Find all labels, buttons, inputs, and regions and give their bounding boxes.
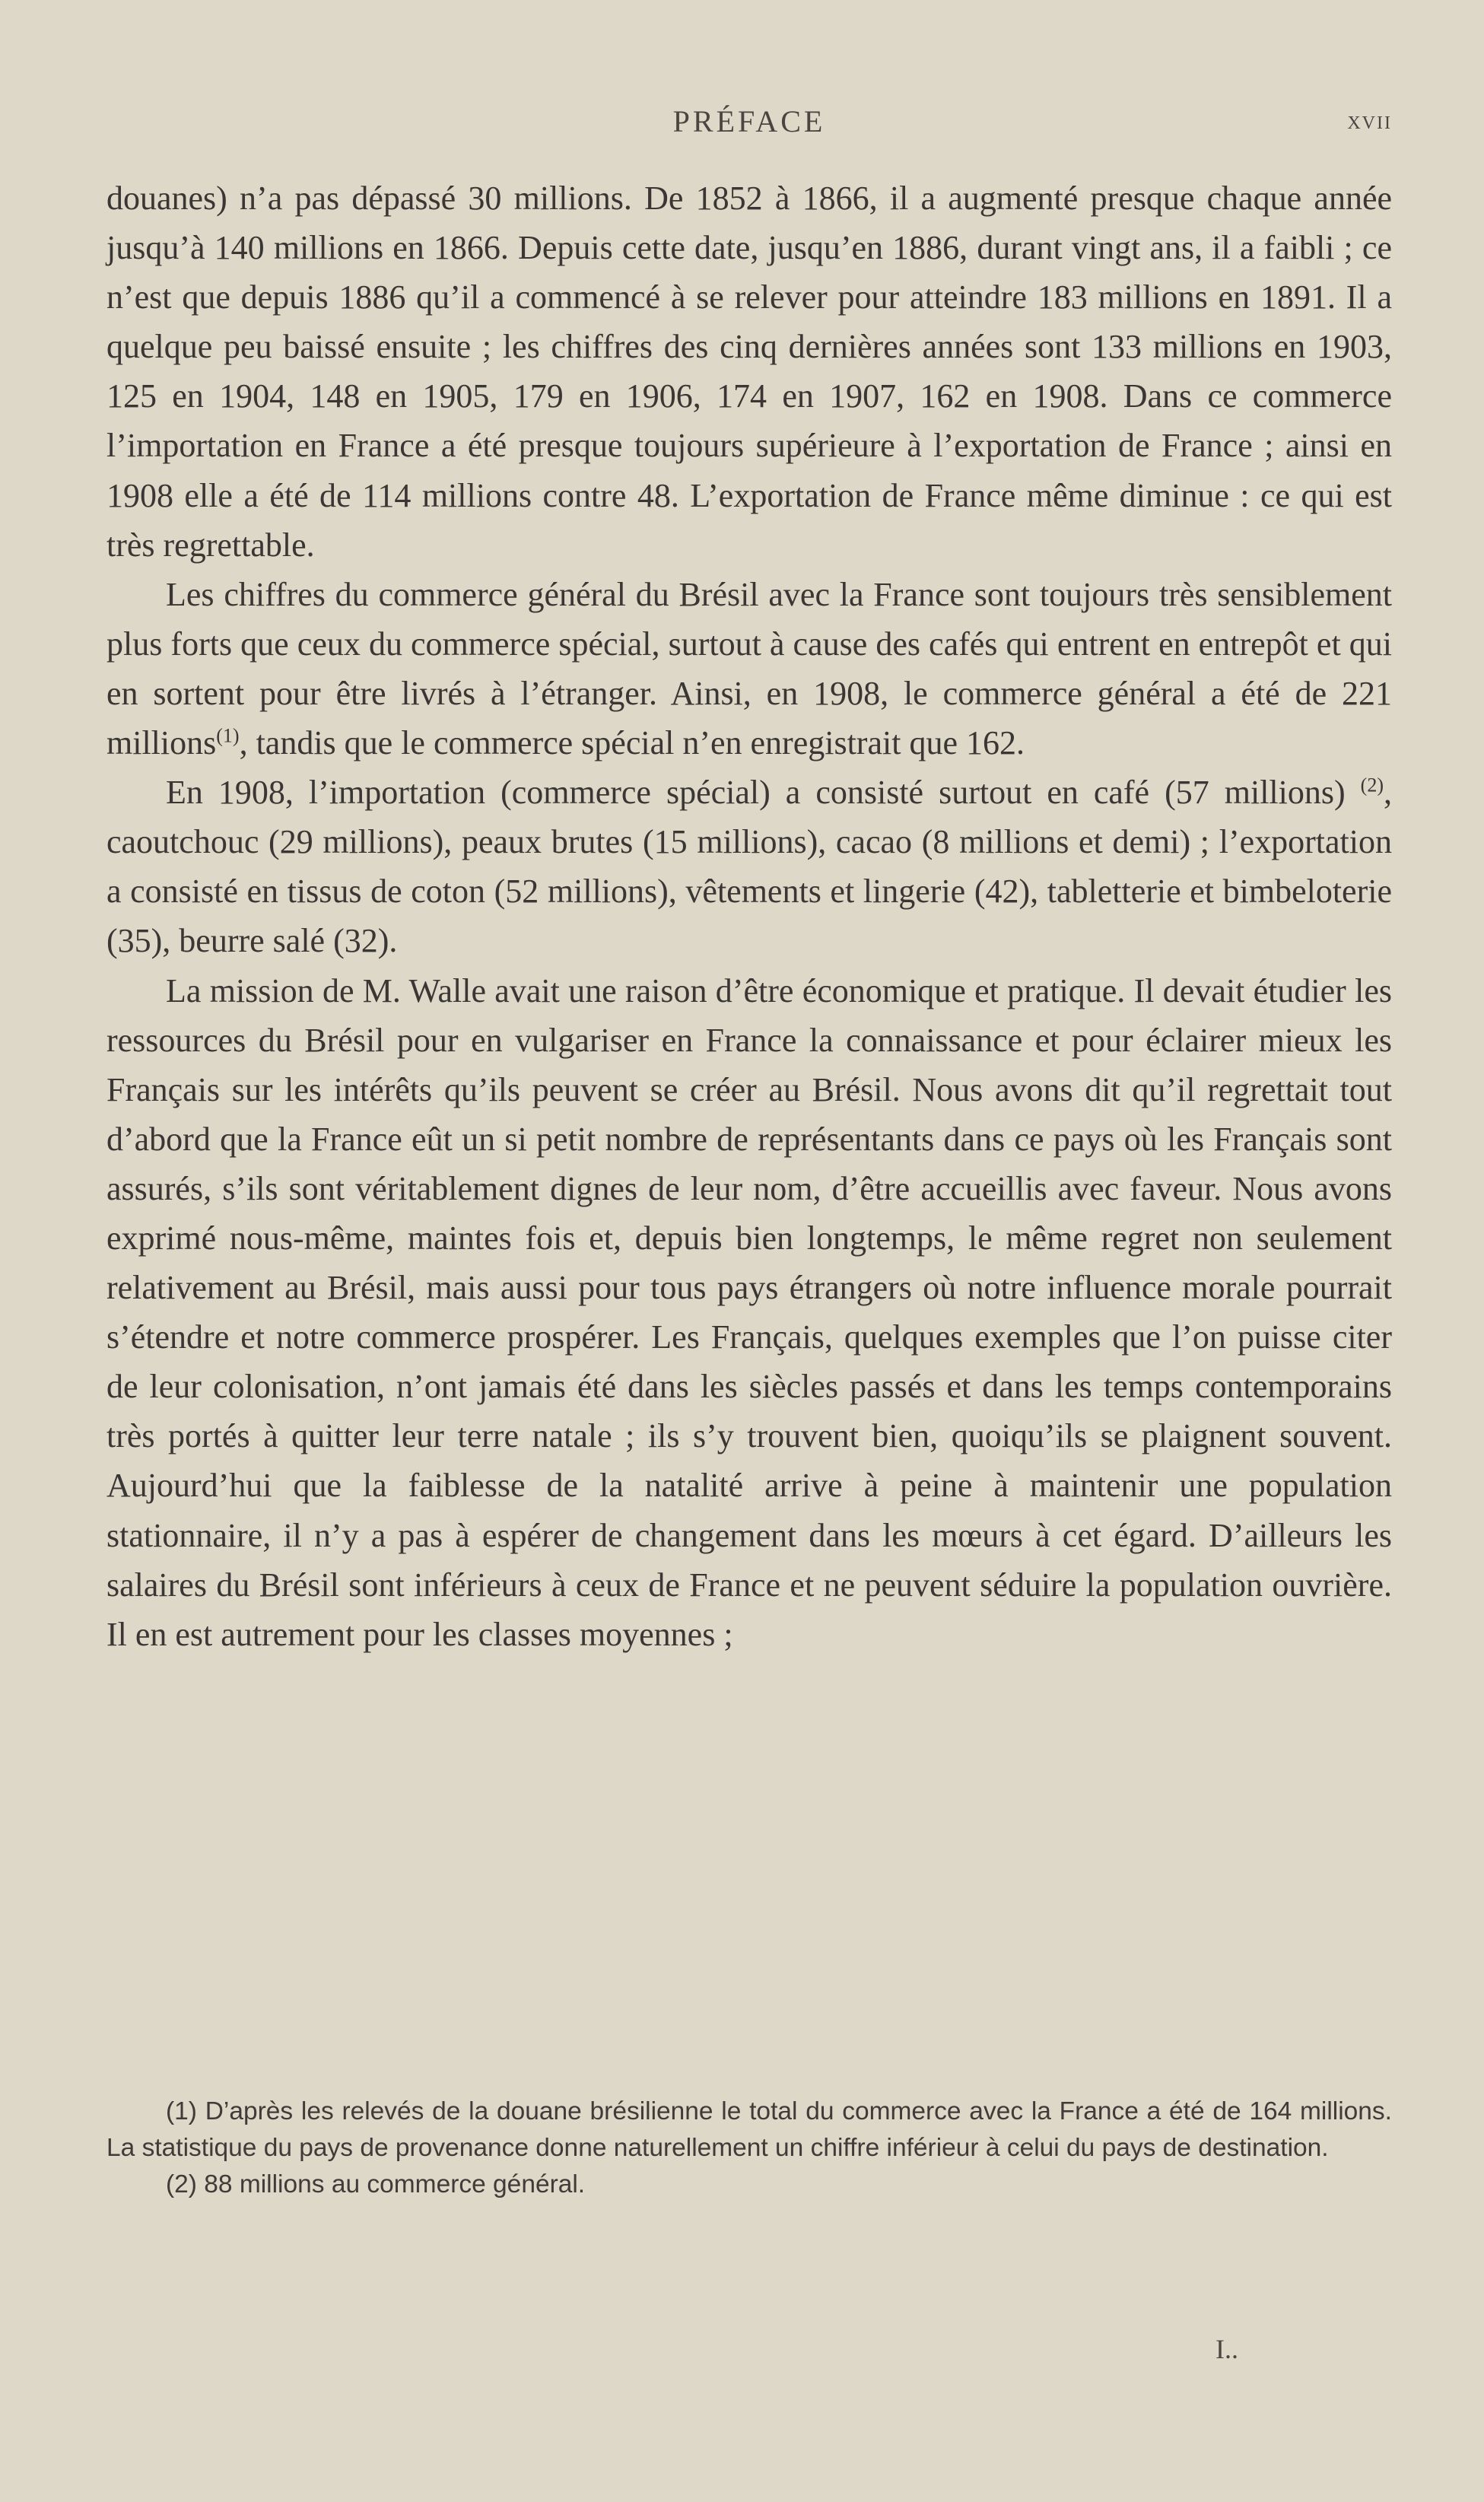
paragraph-3-text-b: , caoutchouc (29 millions), peaux brutes (15 millions), cacao (8 millions et demi) ; l’exportation a consisté en tissus de coton (52 millions), vêtements et lingerie (42), tabletterie et bimbeloterie (35), beurre salé (32).	[106, 774, 1392, 960]
paragraph-3	[106, 768, 1392, 965]
running-header	[106, 103, 1392, 149]
footnotes	[106, 2093, 1392, 2203]
paragraph-1: douanes) n’a pas dépassé 30 millions. De 1852 à 1866, il a augmenté presque chaque année jusqu’à 140 millions en 1866. Depuis cette date, jusqu’en 1886, durant vingt ans, il a faibli ; ce n’est que depuis 1886 qu’il a commencé à se relever pour atteindre 183 millions en 1891. Il a quelque peu baissé ensuite ; les chiffres des cinq dernières années sont 133 millions en 1903, 125 en 1904, 148 en 1905, 179 en 1906, 174 en 1907, 162 en 1908. Dans ce commerce l’importation en France a été presque toujours supérieure à l’exportation de France ; ainsi en 1908 elle a été de 114 millions contre 48. L’exportation de France même diminue : ce qui est très regrettable.	[106, 180, 1392, 564]
page-title: PRÉFACE	[672, 104, 826, 138]
paragraph-4: La mission de M. Walle avait une raison d’être économique et pratique. Il devait étudier les ressources du Brésil pour en vulgariser en France la connaissance et pour éclairer mieux les Français sur les intérêts qu’ils peuvent se créer au Brésil. Nous avons dit qu’il regrettait tout d’abord que la France eût un si petit nombre de représentants dans ce pays où les Français sont assurés, s’ils sont véritablement dignes de leur nom, d’être accueillis avec faveur. Nous avons exprimé nous-même, maintes fois et, depuis bien longtemps, le même regret non seulement relativement au Brésil, mais aussi pour tous pays étrangers où notre influence morale pourrait s’étendre et notre commerce prospérer. Les Français, quelques exemples que l’on puisse citer de leur colonisation, n’ont jamais été dans les siècles passés et dans les temps contemporains très portés à quitter leur terre natale ; ils s’y trouvent bien, quoiqu’ils se plaignent souvent. Aujourd’hui que la faiblesse de la natalité arrive à peine à maintenir une population stationnaire, il n’y a pas à espérer de changement dans les mœurs à cet égard. D’ailleurs les salaires du Brésil sont inférieurs à ceux de France et ne peuvent séduire la population ouvrière. Il en est autrement pour les classes moyennes ;	[106, 971, 1392, 1653]
footnote-1: (1) D’après les relevés de la douane brésilienne le total du commerce avec la France a été de 164 millions. La statistique du pays de provenance donne naturellement un chiffre inférieur à celui du pays de destination.	[106, 2097, 1392, 2162]
page-number: xvii	[1347, 107, 1392, 135]
footnote-ref-1: (1)	[216, 724, 240, 747]
paragraph-2-text-a: Les chiffres du commerce général du Brésil avec la France sont toujours très sensiblement plus forts que ceux du commerce spécial, surtout à cause des cafés qui entrent en entrepôt et qui en sortent pour être livrés à l’étranger. Ainsi, en 1908, le commerce général a été de 221 millions	[106, 575, 1392, 762]
signature-mark: I..	[1215, 2334, 1238, 2364]
paragraph-2	[106, 570, 1392, 768]
body-text	[106, 173, 1392, 1659]
footnote-2: (2) 88 millions au commerce général.	[166, 2170, 586, 2198]
paragraph-3-text-a: En 1908, l’importation (commerce spécial) a consisté surtout en café (57 millions)	[166, 774, 1346, 812]
paragraph-2-text-b: , tandis que le commerce spécial n’en enregistrait que 162.	[239, 724, 1025, 762]
footnote-ref-2: (2)	[1360, 774, 1384, 796]
